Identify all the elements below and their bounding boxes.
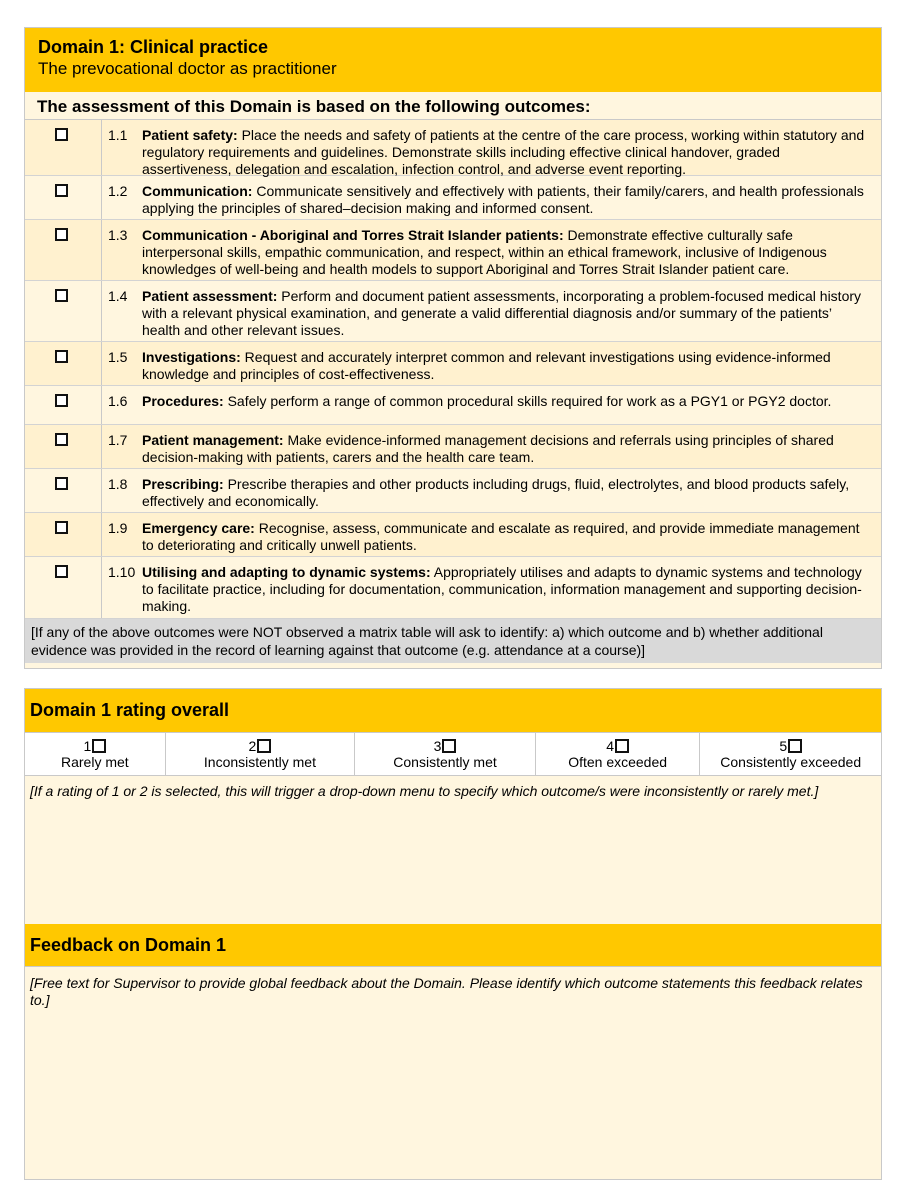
outcome-text (140, 386, 881, 424)
outcome-text (140, 342, 881, 385)
domain-header (25, 28, 881, 92)
domain-title: Domain 1: Clinical practice (38, 37, 269, 57)
outcome-checkbox[interactable] (55, 521, 68, 534)
outcome-row (25, 220, 881, 281)
rating-checkbox[interactable] (257, 739, 271, 753)
outcome-description: Recognise, assess, communicate and escalate as required, and provide immediate management to deteriorating and critically unwell patients. (142, 520, 860, 553)
outcome-name: Emergency care: (142, 520, 255, 536)
outcome-row (25, 469, 881, 513)
rating-option[interactable] (536, 733, 701, 775)
rating-checkbox[interactable] (92, 739, 106, 753)
outcome-checkbox-cell (25, 176, 102, 219)
outcomes-list (25, 120, 881, 619)
outcome-description: Demonstrate effective culturally safe interpersonal skills, empathic communication, and respect, within an ethical framework, inclusive of Indigenous knowledges of well-being and health models to support Aboriginal and Torres Strait Islander patient care. (142, 227, 827, 277)
outcome-checkbox-cell (25, 557, 102, 618)
outcome-number: 1.1 (108, 127, 128, 143)
outcome-row (25, 425, 881, 469)
outcome-checkbox[interactable] (55, 433, 68, 446)
outcome-checkbox-cell (25, 120, 102, 175)
rating-number: 5 (779, 738, 788, 754)
rating-label: Rarely met (60, 754, 129, 770)
outcome-number: 1.4 (108, 288, 128, 304)
outcome-checkbox-cell (25, 469, 102, 512)
rating-label: Often exceeded (568, 754, 668, 770)
outcome-description: Safely perform a range of common procedural skills required for work as a PGY1 or PGY2 doctor. (223, 393, 832, 409)
rating-note: [If a rating of 1 or 2 is selected, this will trigger a drop-down menu to specify which outcome/s were inconsistently or rarely met.] (30, 783, 819, 799)
feedback-note[interactable]: [Free text for Supervisor to provide global feedback about the Domain. Please identify which outcome statements this feedback relates to.] (25, 966, 881, 1017)
outcome-number: 1.9 (108, 520, 128, 536)
rating-section (24, 688, 882, 1180)
outcome-text (140, 220, 881, 280)
rating-option[interactable] (700, 733, 881, 775)
outcome-number: 1.10 (108, 564, 136, 580)
outcome-number: 1.6 (108, 393, 128, 409)
outcome-name: Procedures: (142, 393, 224, 409)
outcome-text (140, 557, 881, 618)
rating-label: Consistently met (393, 754, 497, 770)
outcome-number: 1.3 (108, 227, 128, 243)
not-observed-note: [If any of the above outcomes were NOT observed a matrix table will ask to identify: a) which outcome and b) whether additional evidence was provided in the record of learning against that outcome (e.g. attendance at a course)] (25, 619, 881, 663)
outcome-name: Prescribing: (142, 476, 224, 492)
outcome-row (25, 176, 881, 220)
outcome-checkbox-cell (25, 425, 102, 468)
outcome-checkbox-cell (25, 220, 102, 280)
outcome-checkbox[interactable] (55, 350, 68, 363)
outcome-description: Appropriately utilises and adapts to dynamic systems and technology to facilitate practice, including for documentation, communication, information management and supporting decision-making. (142, 564, 862, 614)
outcome-checkbox[interactable] (55, 289, 68, 302)
outcome-checkbox[interactable] (55, 477, 68, 490)
outcome-row (25, 120, 881, 176)
outcome-number: 1.5 (108, 349, 128, 365)
outcome-row (25, 281, 881, 342)
rating-option[interactable] (355, 733, 536, 775)
outcome-text (140, 469, 881, 512)
outcome-text (140, 513, 881, 556)
outcome-checkbox[interactable] (55, 128, 68, 141)
domain-section (24, 27, 882, 669)
outcome-description: Perform and document patient assessments, incorporating a problem-focused medical history with a relevant physical examination, and generate a valid differential diagnosis and/or summary of the patients’ health and other relevant issues. (142, 288, 862, 338)
rating-label: Consistently exceeded (720, 754, 862, 770)
outcome-row (25, 513, 881, 557)
rating-number: 4 (606, 738, 615, 754)
rating-option[interactable] (25, 733, 166, 775)
outcome-number: 1.8 (108, 476, 128, 492)
rating-number: 2 (248, 738, 257, 754)
outcome-name: Communication: (142, 183, 253, 199)
rating-checkbox[interactable] (788, 739, 802, 753)
outcome-description: Request and accurately interpret common and relevant investigations using evidence-informed knowledge and principles of cost-effectiveness. (142, 349, 831, 382)
outcome-checkbox-cell (25, 342, 102, 385)
outcome-number: 1.2 (108, 183, 128, 199)
rating-checkbox[interactable] (442, 739, 456, 753)
outcome-description: Communicate sensitively and effectively with patients, their family/carers, and health professionals applying the principles of shared–decision making and informed consent. (142, 183, 864, 216)
rating-number: 3 (433, 738, 442, 754)
outcome-name: Patient assessment: (142, 288, 278, 304)
outcome-checkbox[interactable] (55, 565, 68, 578)
outcome-name: Communication - Aboriginal and Torres Strait Islander patients: (142, 227, 564, 243)
outcome-description: Place the needs and safety of patients at the centre of the care process, working within statutory and regulatory requirements and guidelines. Demonstrate skills including effective clinical handover, graded assertiveness, delegation and escalation, infection control, and adverse event reporting. (142, 127, 865, 177)
outcome-checkbox-cell (25, 281, 102, 341)
outcome-text (140, 120, 881, 175)
outcome-row (25, 557, 881, 619)
outcome-name: Patient management: (142, 432, 284, 448)
outcome-name: Investigations: (142, 349, 241, 365)
rating-option[interactable] (166, 733, 356, 775)
rating-checkbox[interactable] (615, 739, 629, 753)
domain-subtitle: The prevocational doctor as practitioner (38, 59, 337, 78)
outcome-checkbox[interactable] (55, 184, 68, 197)
rating-options (25, 732, 881, 776)
outcome-row (25, 342, 881, 386)
outcome-description: Prescribe therapies and other products including drugs, fluid, electrolytes, and blood products safely, effectively and economically. (142, 476, 850, 509)
outcome-checkbox-cell (25, 513, 102, 556)
outcome-checkbox[interactable] (55, 394, 68, 407)
outcome-number: 1.7 (108, 432, 128, 448)
outcome-text (140, 281, 881, 341)
outcome-checkbox-cell (25, 386, 102, 424)
outcome-name: Patient safety: (142, 127, 238, 143)
assessment-heading: The assessment of this Domain is based on the following outcomes: (25, 92, 881, 120)
rating-label: Inconsistently met (203, 754, 316, 770)
outcome-text (140, 176, 881, 219)
rating-number: 1 (83, 738, 92, 754)
outcome-name: Utilising and adapting to dynamic systems: (142, 564, 431, 580)
outcome-text (140, 425, 881, 468)
feedback-heading: Feedback on Domain 1 (25, 924, 881, 966)
rating-heading: Domain 1 rating overall (25, 689, 881, 732)
outcome-description: Make evidence-informed management decisions and referrals using principles of shared decision-making with patients, carers and the health care team. (142, 432, 834, 465)
outcome-checkbox[interactable] (55, 228, 68, 241)
outcome-row (25, 386, 881, 425)
